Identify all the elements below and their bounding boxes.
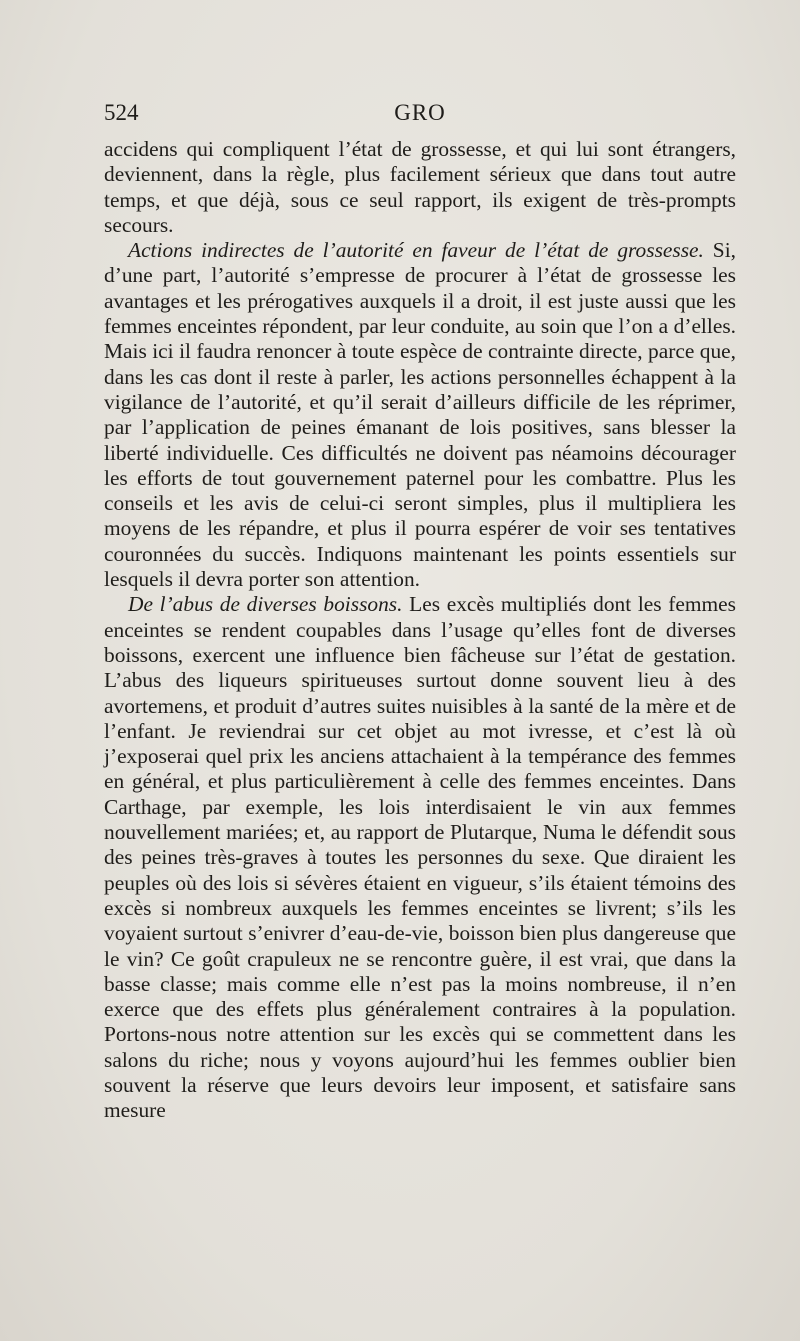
paragraph-heading: Actions indirectes de l’autorité en faveur de l’état de grossesse. bbox=[128, 238, 704, 263]
running-head: GRO bbox=[394, 100, 446, 125]
paragraph-abus-boissons bbox=[104, 592, 736, 1123]
page-header bbox=[104, 100, 736, 132]
body-text bbox=[104, 137, 736, 1124]
paragraph-text: Si, d’une part, l’autorité s’empresse de procurer à l’état de grossesse les avantages et les prérogatives auxquels il a droit, il est juste aussi que les femmes enceintes répondent, par leur conduite, au soin que l’on a d’elles. Mais ici il faudra renoncer à toute espèce de contrainte directe, parce que, dans les cas dont il reste à parler, les actions personnelles échappent à la vigilance de l’autorité, et qu’il serait d’ailleurs difficile de les réprimer, par l’application de peines émanant de lois positives, sans blesser la liberté individuelle. Ces difficultés ne doivent pas néamoins décourager les efforts de tout gouvernement paternel pour les combattre. Plus les conseils et les avis de celui-ci seront simples, plus il multipliera les moyens de les répandre, et plus il pourra espérer de voir ses tentatives couronnées du succès. Indiquons maintenant les points essentiels sur lesquels il devra porter son attention. bbox=[104, 238, 736, 592]
paragraph-heading: De l’abus de diverses boissons. bbox=[128, 592, 403, 617]
paragraph-text: Les excès multipliés dont les femmes enceintes se rendent coupables dans l’usage qu’elles font de diverses boissons, exercent une influence bien fâcheuse sur l’état de gestation. L’abus des liqueurs spiritueuses surtout donne souvent lieu à des avortemens, et produit d’autres suites nuisibles à la santé de la mère et de l’enfant. Je reviendrai sur cet objet au mot ivresse, et c’est là où j’exposerai quel prix les anciens attachaient à la tempérance des femmes en général, et plus particulièrement à celle des femmes enceintes. Dans Carthage, par exemple, les lois interdisaient le vin aux femmes nouvellement mariées; et, au rapport de Plutarque, Numa le défendit sous des peines très-graves à toutes les personnes du sexe. Que diraient les peuples où des lois si sévères étaient en vigueur, s’ils étaient témoins des excès si nombreux auxquels les femmes enceintes se livrent; s’ils les voyaient surtout s’enivrer d’eau-de-vie, boisson bien plus dangereuse que le vin? Ce goût crapuleux ne se rencontre guère, il est vrai, que dans la basse classe; mais comme elle n’est pas la moins nombreuse, il n’en exerce que des effets plus généralement contraires à la population. Portons-nous notre attention sur les excès qui se commettent dans les salons du riche; nous y voyons aujourd’hui les femmes oublier bien souvent la réserve que leurs devoirs leur imposent, et satisfaire sans mesure bbox=[104, 592, 736, 1123]
page-number: 524 bbox=[104, 100, 139, 125]
paragraph-actions-indirectes bbox=[104, 238, 736, 592]
paragraph-text: accidens qui compliquent l’état de grossesse, et qui lui sont étrangers, deviennent, dans la règle, plus facilement sérieux que dans tout autre temps, et que déjà, sous ce seul rapport, ils exigent de très-prompts secours. bbox=[104, 137, 736, 237]
paragraph-continuation bbox=[104, 137, 736, 238]
